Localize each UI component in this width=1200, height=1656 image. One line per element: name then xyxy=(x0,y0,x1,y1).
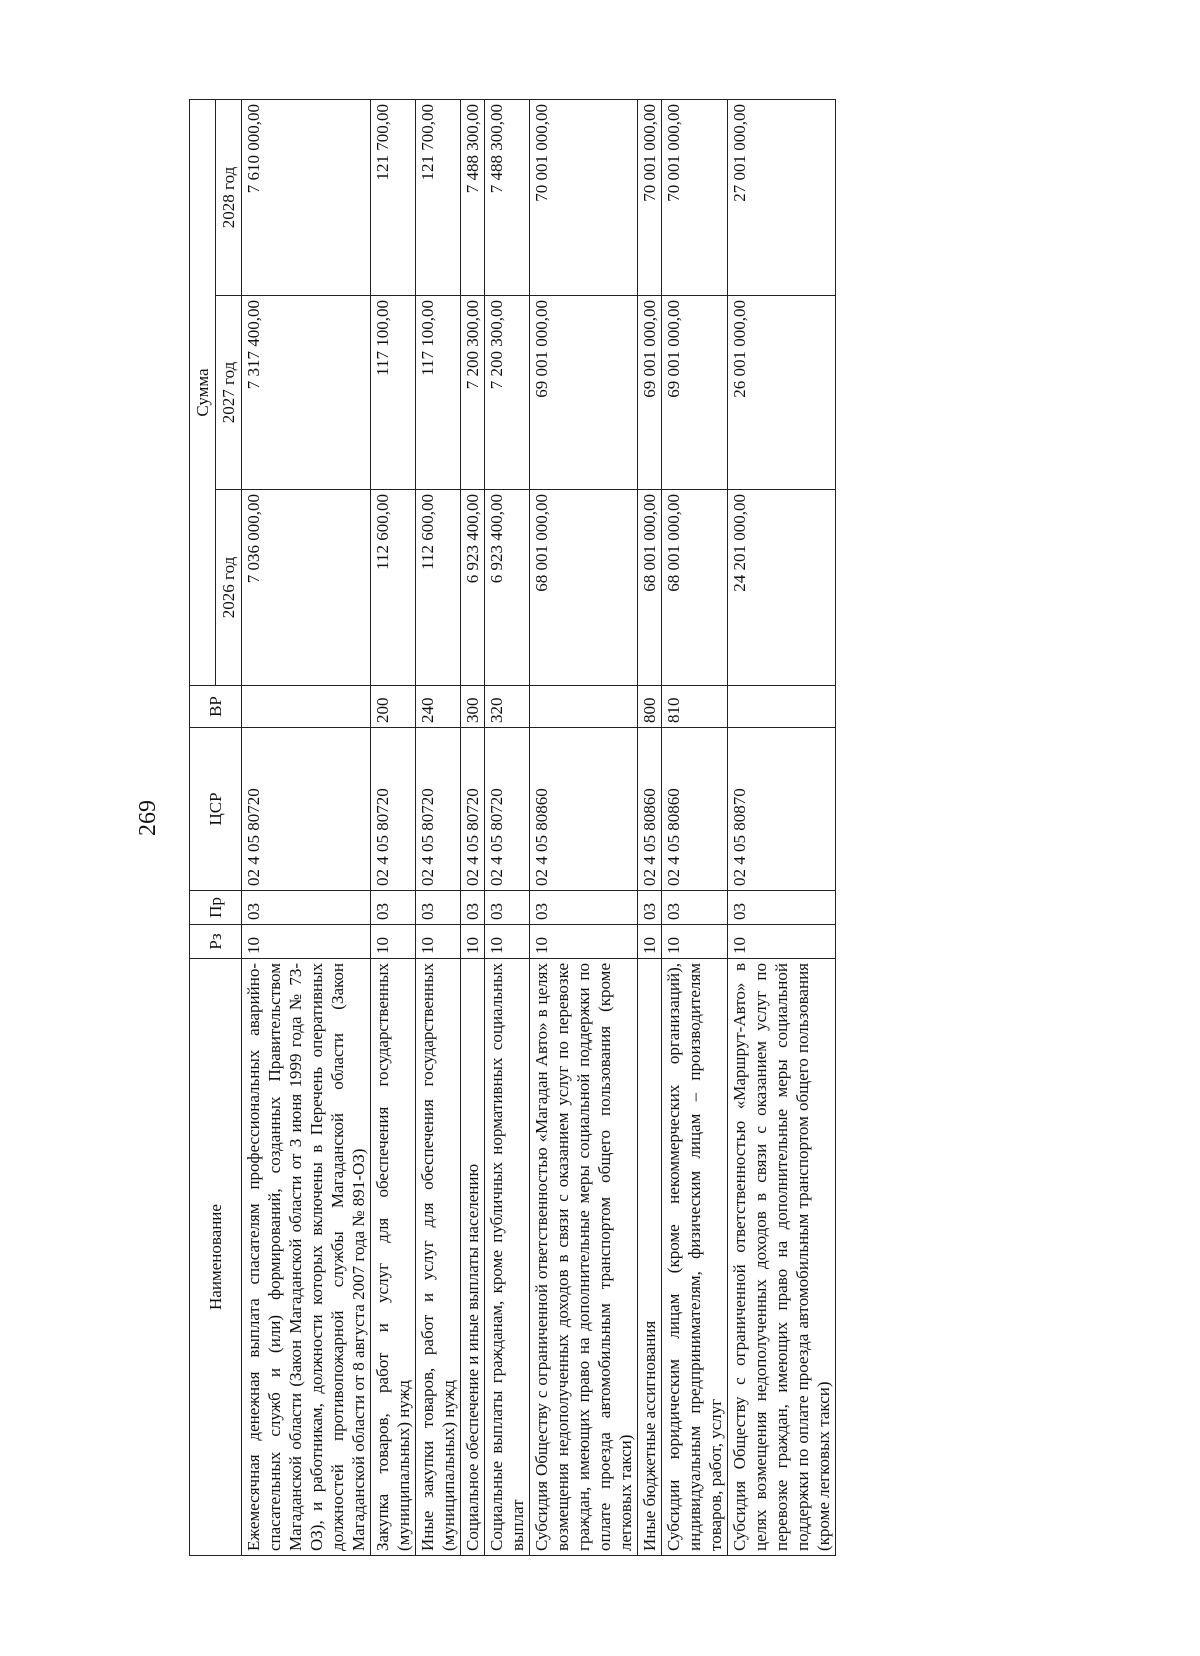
row-csr: 02 4 05 80860 xyxy=(530,728,638,891)
row-2028: 27 001 000,00 xyxy=(728,100,836,296)
page-number: 269 xyxy=(135,800,161,836)
row-csr: 02 4 05 80720 xyxy=(416,728,461,891)
row-2026: 24 201 000,00 xyxy=(728,490,836,686)
row-2028: 121 700,00 xyxy=(371,100,416,296)
header-csr: ЦСР xyxy=(190,728,242,891)
table-row xyxy=(638,100,662,1556)
row-pr: 03 xyxy=(485,891,530,925)
row-2028: 7 488 300,00 xyxy=(485,100,530,296)
row-2028: 7 610 000,00 xyxy=(242,100,371,296)
row-2026: 7 036 000,00 xyxy=(242,490,371,686)
row-csr: 02 4 05 80720 xyxy=(242,728,371,891)
row-2027: 26 001 000,00 xyxy=(728,296,836,490)
row-rz: 10 xyxy=(461,925,485,959)
table-header-row xyxy=(190,100,216,1556)
row-2026: 112 600,00 xyxy=(416,490,461,686)
table-row xyxy=(728,100,836,1556)
row-rz: 10 xyxy=(638,925,662,959)
table-row xyxy=(242,100,371,1556)
row-rz: 10 xyxy=(485,925,530,959)
row-2026: 112 600,00 xyxy=(371,490,416,686)
row-pr: 03 xyxy=(662,891,728,925)
table-row xyxy=(371,100,416,1556)
header-name: Наименование xyxy=(190,959,242,1556)
row-2027: 7 317 400,00 xyxy=(242,296,371,490)
header-2027: 2027 год xyxy=(216,296,242,490)
header-vr: ВР xyxy=(190,686,242,728)
row-name: Субсидии юридическим лицам (кроме некоммерческих организаций), индивидуальным предпринимателям, физическим лицам – производителям товаров, работ, услуг xyxy=(662,959,728,1556)
row-2027: 117 100,00 xyxy=(416,296,461,490)
row-2026: 6 923 400,00 xyxy=(461,490,485,686)
row-2028: 121 700,00 xyxy=(416,100,461,296)
row-csr: 02 4 05 80720 xyxy=(461,728,485,891)
row-pr: 03 xyxy=(371,891,416,925)
header-rz: Рз xyxy=(190,925,242,959)
row-vr: 300 xyxy=(461,686,485,728)
row-csr: 02 4 05 80860 xyxy=(638,728,662,891)
row-rz: 10 xyxy=(530,925,638,959)
row-2028: 70 001 000,00 xyxy=(638,100,662,296)
header-2028: 2028 год xyxy=(216,100,242,296)
row-2027: 69 001 000,00 xyxy=(530,296,638,490)
row-rz: 10 xyxy=(662,925,728,959)
row-rz: 10 xyxy=(416,925,461,959)
row-vr: 240 xyxy=(416,686,461,728)
row-name: Субсидия Обществу с ограниченной ответственностью «Маршрут-Авто» в целях возмещения недополученных доходов в связи с оказанием услуг по перевозке граждан, имеющих право на дополнительные меры социальной поддержки по оплате проезда автомобильным транспортом общего пользования (кроме легковых такси) xyxy=(728,959,836,1556)
row-2027: 117 100,00 xyxy=(371,296,416,490)
row-vr: 800 xyxy=(638,686,662,728)
row-vr: 200 xyxy=(371,686,416,728)
row-rz: 10 xyxy=(371,925,416,959)
table-row xyxy=(530,100,638,1556)
row-rz: 10 xyxy=(242,925,371,959)
row-name: Закупка товаров, работ и услуг для обеспечения государственных (муниципальных) нужд xyxy=(371,959,416,1556)
header-pr: Пр xyxy=(190,891,242,925)
row-2028: 70 001 000,00 xyxy=(530,100,638,296)
row-2027: 69 001 000,00 xyxy=(638,296,662,490)
row-vr xyxy=(530,686,638,728)
table-row xyxy=(461,100,485,1556)
row-vr: 810 xyxy=(662,686,728,728)
row-2027: 7 200 300,00 xyxy=(485,296,530,490)
row-vr xyxy=(728,686,836,728)
row-pr: 03 xyxy=(242,891,371,925)
table-row xyxy=(485,100,530,1556)
row-2027: 7 200 300,00 xyxy=(461,296,485,490)
row-2028: 70 001 000,00 xyxy=(662,100,728,296)
budget-table-container xyxy=(189,100,1121,1556)
row-2026: 68 001 000,00 xyxy=(638,490,662,686)
row-vr: 320 xyxy=(485,686,530,728)
row-name: Ежемесячная денежная выплата спасателям профессиональных аварийно-спасательных служб и (или) формирований, созданных Правительством Магаданской области (Закон Магаданской области от 3 июня 1999 года № 73-ОЗ), и работникам, должности которых включены в Перечень оперативных должностей противопожарной службы Магаданской области (Закон Магаданской области от 8 августа 2007 года № 891-ОЗ) xyxy=(242,959,371,1556)
row-pr: 03 xyxy=(416,891,461,925)
row-csr: 02 4 05 80870 xyxy=(728,728,836,891)
row-2026: 68 001 000,00 xyxy=(530,490,638,686)
row-name: Социальное обеспечение и иные выплаты населению xyxy=(461,959,485,1556)
row-rz: 10 xyxy=(728,925,836,959)
table-row xyxy=(662,100,728,1556)
row-2027: 69 001 000,00 xyxy=(662,296,728,490)
row-pr: 03 xyxy=(530,891,638,925)
row-2026: 6 923 400,00 xyxy=(485,490,530,686)
row-name: Иные бюджетные ассигнования xyxy=(638,959,662,1556)
row-csr: 02 4 05 80720 xyxy=(371,728,416,891)
budget-table xyxy=(189,99,836,1556)
header-sum: Сумма xyxy=(190,100,216,686)
header-2026: 2026 год xyxy=(216,490,242,686)
row-2026: 68 001 000,00 xyxy=(662,490,728,686)
row-name: Социальные выплаты гражданам, кроме публичных нормативных социальных выплат xyxy=(485,959,530,1556)
table-row xyxy=(416,100,461,1556)
row-csr: 02 4 05 80720 xyxy=(485,728,530,891)
row-pr: 03 xyxy=(638,891,662,925)
row-csr: 02 4 05 80860 xyxy=(662,728,728,891)
row-name: Субсидия Обществу с ограниченной ответственностью «Магадан Авто» в целях возмещения недополученных доходов в связи с оказанием услуг по перевозке граждан, имеющих право на дополнительные меры социальной поддержки по оплате проезда автомобильным транспортом общего пользования (кроме легковых такси) xyxy=(530,959,638,1556)
row-pr: 03 xyxy=(461,891,485,925)
row-pr: 03 xyxy=(728,891,836,925)
row-2028: 7 488 300,00 xyxy=(461,100,485,296)
row-vr xyxy=(242,686,371,728)
row-name: Иные закупки товаров, работ и услуг для обеспечения государственных (муниципальных) нужд xyxy=(416,959,461,1556)
